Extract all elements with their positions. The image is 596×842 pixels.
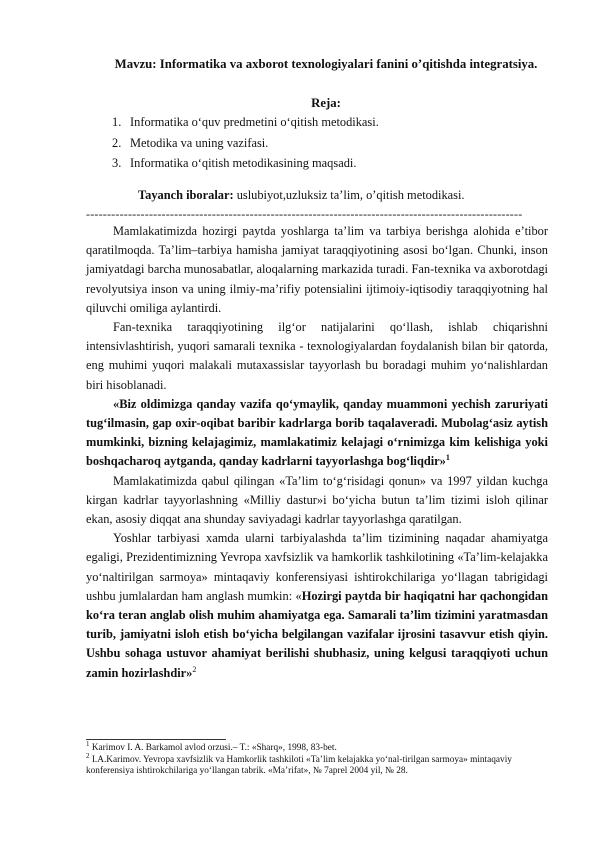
footnote-text: Karimov I. A. Barkamol avlod orzusi.– T.: «Sharq», 1998, 83-bet. <box>89 743 337 753</box>
plan-item <box>112 112 379 133</box>
footnote-mark: 1 <box>86 739 90 748</box>
footnotes <box>86 739 548 778</box>
plan-item-number: 3. <box>112 156 122 170</box>
quote-text: «Biz oldimizga qanday vazifa qo‘ymaylik, qanday muammoni yechish zaruriyati tug‘ilmasin, gap oxir-oqibat baribir kadrlarga borib taqalaveradi. Mubolag‘asiz aytish mumkinki, bizning kelajagimiz, mamlakatimiz kelajagi o‘rnimizga kim kelishiga yoki boshqacharoq aytganda, qanday kadrlarni tayyorlashga bog‘liqdir» <box>86 396 548 469</box>
footnote-text: I.A.Karimov. Yevropa xavfsizlik va Hamkorlik tashkiloti «Ta’lim kelajakka yo‘nal-tirilgan sarmoya» mintaqaviy konferensiya ishtirokchilariga yo‘llangan tabrik. «Ma’rifat», № 7aprel 2004 yil, № 28. <box>86 754 512 776</box>
paragraph-law: Mamlakatimizda qabul qilingan «Ta’lim to‘g‘risidagi qonun» va 1997 yildan kuchga kirgan kadrlar tayyorlashning «Milliy dastur»i bo‘yicha butun ta’lim tizimi isloh qilinar ekan, asosiy diqqat ana shunday saviyadagi kadrlar tayyorlashga qaratilgan. <box>86 473 548 527</box>
paragraph-youth <box>86 529 548 683</box>
main-text <box>86 222 548 683</box>
plan-item-text: Informatika o‘qitish metodikasining maqsadi. <box>130 156 357 170</box>
youth-quote: Hozirgi paytda bir haqiqatni har qachongidan ko‘ra teran anglab olish muhim ahamiyatga ega. Samarali ta’lim tizimini yaratmasdan turib, jamiyatni isloh etish bo‘yicha belgilangan vazifalar ijrosini tasavvur etish qiyin. Ushbu sohaga ustuvor ahamiyat berilishi shubhasiz, uning kelgusi taraqqiyoti uchun zamin hozirlashdir» <box>86 588 548 680</box>
plan-list <box>112 112 379 174</box>
keywords-text: uslubiyot,uzluksiz ta’lim, o’qitish metodikasi. <box>233 188 465 202</box>
plan-item <box>112 153 379 174</box>
paragraph-quote <box>86 395 548 472</box>
page-title: Mavzu: Informatika va axborot texnologiyalari fanini o’qitishda integratsiya. <box>114 57 538 71</box>
footnote-divider <box>86 739 226 740</box>
plan-item-number: 1. <box>112 115 122 129</box>
plan-item-text: Informatika o‘quv predmetini o‘qitish metodikasi. <box>130 115 379 129</box>
footnote-ref-1[interactable]: 1 <box>445 453 450 463</box>
footnote <box>86 739 548 755</box>
paragraph-technology: Fan-texnika taraqqiyotining ilg‘or natijalarini qo‘llash, ishlab chiqarishni intensivlashtirish, yuqori samarali texnika - texnologiyalardan foydalanish bilan bir qatorda, eng muhimi yuqori malakali mutaxassislar tayyorlash bu boradagi muhim yo‘nalishlardan biri hisoblanadi. <box>86 320 548 392</box>
plan-heading: Reja: <box>311 96 341 110</box>
plan-item-number: 2. <box>112 135 122 150</box>
footnote-ref-2[interactable]: 2 <box>192 664 197 674</box>
plan-item-text: Metodika va uning vazifasi. <box>130 135 269 150</box>
keywords-line <box>138 186 465 205</box>
footnote <box>86 751 548 778</box>
separator-line: -------------------------------------------------------------------------------------------------------- <box>86 207 523 221</box>
footnote-mark: 2 <box>86 751 90 760</box>
plan-item <box>112 133 379 154</box>
paragraph-intro: Mamlakatimizda hozirgi paytda yoshlarga ta’lim va tarbiya berishga alohida e’tibor qaratilmoqda. Ta’lim–tarbiya hamisha jamiyat taraqqiyotining asosi bo‘lgan. Chunki, inson jamiyatdagi barcha munosabatlar, aloqalarning markazida turadi. Fan-texnika va axborotdagi revolyutsiya inson va uning ilmiy-ma’rifiy potensialini ijtimoiy-iqtisodiy taraqqiyotning hal qiluvchi omiliga aylantirdi. <box>86 224 548 315</box>
keywords-label: Tayanch iboralar: <box>138 188 234 202</box>
youth-text: Yoshlar tarbiyasi xamda ularni tarbiyalashda ta’lim tizimining naqadar ahamiyatga egaligi, Prezidentimizning Yevropa xavfsizlik va hamkorlik tashkilotining «Ta’lim-kelajakka yo‘naltirilgan sarmoya» mintaqaviy konferensiyasi ishtirokchilariga yo‘llagan tabrigidagi ushbu jumlalardan ham anglash mumkin: « <box>86 531 548 603</box>
